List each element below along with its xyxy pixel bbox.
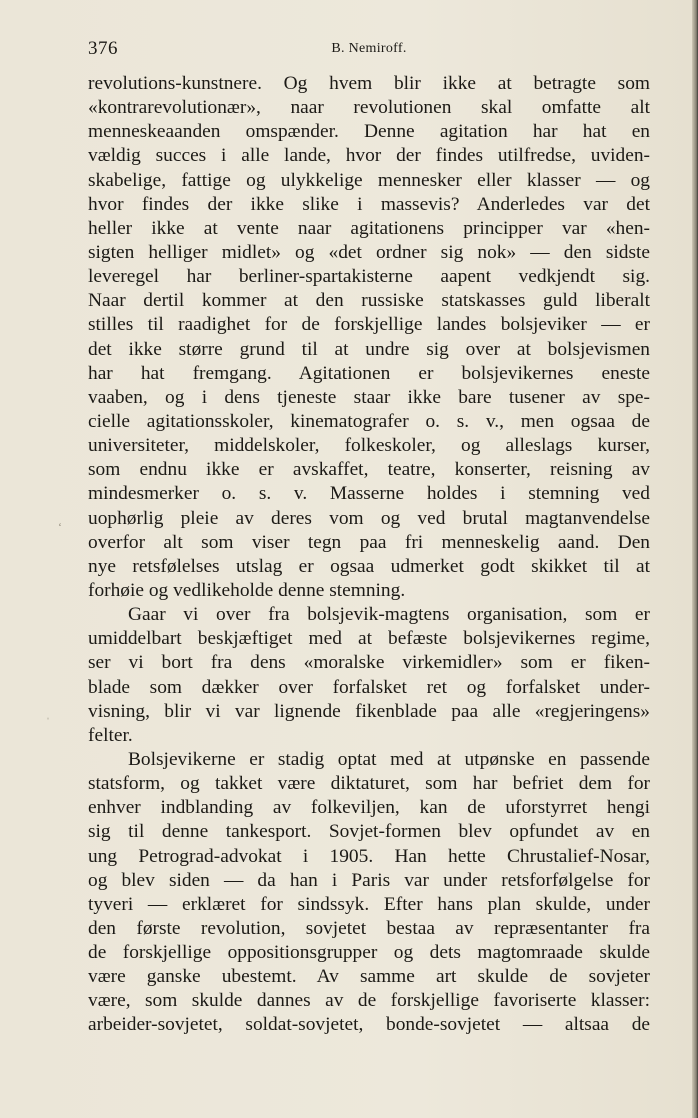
page-edge-shadow (692, 0, 698, 1118)
text-line: menneskeaanden omspænder. Denne agitation har hat en (88, 121, 650, 143)
text-line: vældig succes i alle lande, hvor der findes utilfredse, uviden- (88, 145, 650, 167)
text-line: sig til denne tankesport. Sovjet-formen blev opfundet av en (88, 821, 650, 843)
text-line: universiteter, middelskoler, folkeskoler, og alleslags kurser, (88, 435, 650, 457)
text-line: Bolsjevikerne er stadig optat med at utpønske en passende (128, 748, 650, 770)
text-line: ung Petrograd-advokat i 1905. Han hette Chrustalief-Nosar, (88, 845, 650, 867)
text-line: ser vi bort fra dens «moralske virkemidler» som er fiken- (88, 652, 650, 674)
text-line: visning, blir vi var lignende fikenblade paa alle «regjeringens» (88, 700, 650, 722)
text-line: sigten helliger midlet» og «det ordner sig nok» — den sidste (88, 241, 650, 263)
running-head: B. Nemiroff. (331, 41, 407, 56)
text-line: mindesmerker o. s. v. Masserne holdes i stemning ved (88, 483, 650, 505)
text-line: hvor findes der ikke slike i massevis? Anderledes var det (88, 193, 650, 215)
text-line: være, som skulde dannes av de forskjellige favoriserte klasser: (88, 990, 650, 1012)
text-line: den første revolution, sovjetet bestaa av repræsentanter fra (88, 917, 650, 939)
text-line: og blev siden — da han i Paris var under retsforfølgelse for (88, 869, 650, 891)
margin-speck: ˈ (46, 715, 50, 729)
text-line: de forskjellige oppositionsgrupper og dets magtomraade skulde (88, 942, 650, 964)
text-line: blade som dækker over forfalsket ret og forfalsket under- (88, 676, 650, 698)
text-line: heller ikke at vente naar agitationens principper var «hen- (88, 217, 650, 239)
text-line: skabelige, fattige og ulykkelige mennesker eller klasser — og (88, 169, 650, 191)
text-line: overfor alt som viser tegn paa fri menneskelig aand. Den (88, 531, 650, 553)
text-line: umiddelbart beskjæftiget med at befæste bolsjevikernes regime, (88, 628, 650, 650)
text-line: enhver indblanding av folkeviljen, kan de uforstyrret hengi (88, 797, 650, 819)
text-line: leveregel har berliner-spartakisterne aapent vedkjendt sig. (88, 266, 650, 288)
text-line: «kontrarevolutionær», naar revolutionen skal omfatte alt (88, 97, 650, 119)
text-line: nye retsfølelses utslag er ogsaa udmerket godt skikket til at (88, 555, 650, 577)
text-line: tyveri — erklæret for sindssyk. Efter hans plan skulde, under (88, 893, 650, 915)
text-line: statsform, og takket være diktaturet, som har befriet dem for (88, 773, 650, 795)
margin-speck: ʻ (58, 520, 62, 534)
text-line: Naar dertil kommer at den russiske statskasses guld liberalt (88, 290, 650, 312)
text-line: har hat fremgang. Agitationen er bolsjevikernes eneste (88, 362, 650, 384)
text-line: stilles til raadighet for de forskjellige landes bolsjeviker — er (88, 314, 650, 336)
paragraph (88, 603, 650, 748)
paragraph (88, 748, 650, 1038)
text-line: felter. (88, 724, 133, 746)
text-line: arbeider-sovjetet, soldat-sovjetet, bonde-sovjetet — altsaa de (88, 1014, 650, 1036)
text-line: Gaar vi over fra bolsjevik-magtens organisation, som er (128, 604, 650, 626)
text-line: revolutions-kunstnere. Og hvem blir ikke at betragte som (88, 73, 650, 94)
text-line: cielle agitationsskoler, kinematografer o. s. v., men ogsaa de (88, 410, 650, 432)
text-line: det ikke større grund til at undre sig over at bolsjevismen (88, 338, 650, 360)
text-line: være ganske ubestemt. Av samme art skulde de sovjeter (88, 966, 650, 988)
page-number: 376 (88, 38, 118, 59)
paragraph (88, 72, 650, 603)
text-line: som endnu ikke er avskaffet, teatre, konserter, reisning av (88, 459, 650, 481)
page-header (88, 38, 650, 62)
text-line: forhøie og vedlikeholde denne stemning. (88, 579, 406, 601)
body-text (88, 72, 650, 1038)
text-line: uophørlig pleie av deres vom og ved brutal magtanvendelse (88, 507, 650, 529)
text-line: vaaben, og i dens tjeneste staar ikke bare tusener av spe- (88, 386, 650, 408)
